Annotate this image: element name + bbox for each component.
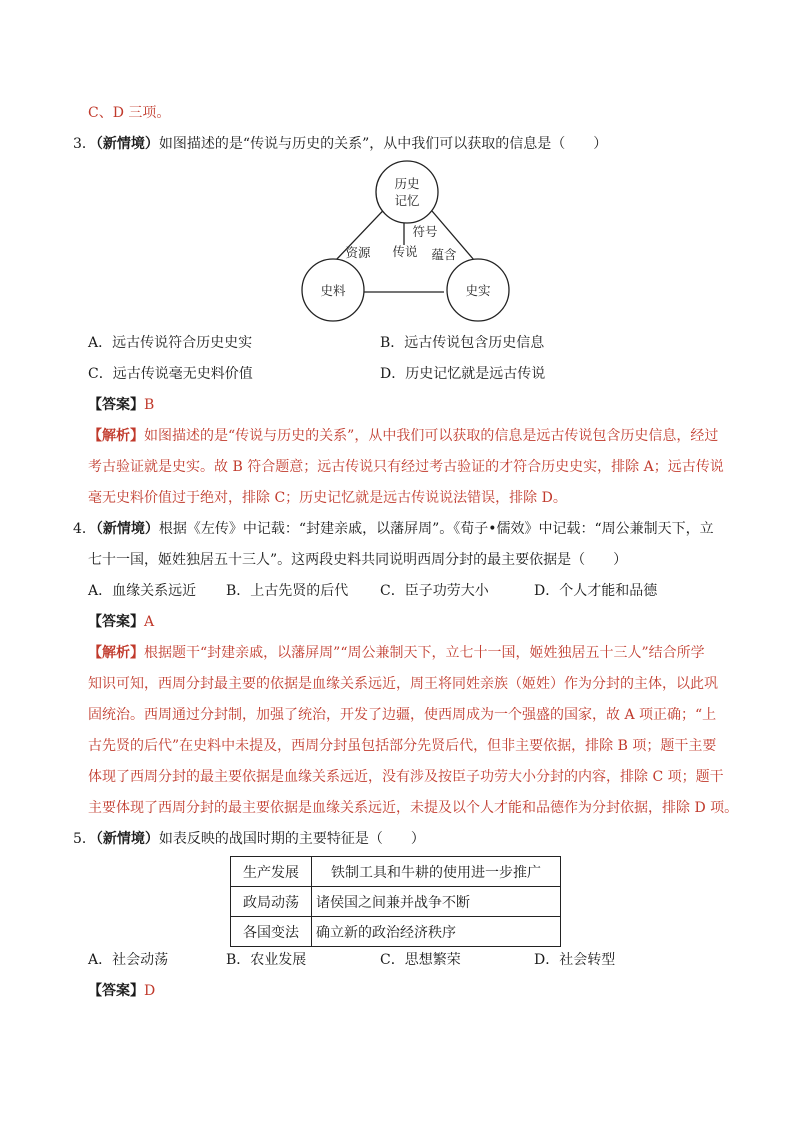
q4-analysis-line2: 知识可知，西周分封最主要的依据是血缘关系远近，周王将同姓亲族（姬姓）作为分封的主体，以此巩 (88, 676, 718, 692)
warring-states-table (230, 856, 561, 947)
table-cell: 诸侯国之间兼并战争不断 (312, 887, 561, 917)
question-4-stem-line1: 4．（新情境）根据《左传》中记载：“封建亲戚，以藩屏周”。《荀子•儒效》中记载：“周公兼制天下，立 (73, 521, 714, 537)
question-tag: （新情境） (95, 831, 159, 847)
q5-option-c: C．思想繁荣 (380, 952, 461, 968)
q3-option-a: A．远古传说符合历史史实 (88, 335, 253, 351)
center-label-legend: 传说 (392, 244, 418, 259)
label-contain: 蕴含 (431, 247, 457, 262)
q4-option-a: A．血缘关系远近 (88, 583, 197, 599)
q3-option-b: B．远古传说包含历史信息 (380, 335, 545, 351)
table-cell: 生产发展 (231, 857, 312, 887)
table-cell: 各国变法 (231, 917, 312, 947)
legend-history-diagram (298, 160, 516, 324)
q3-answer: 【答案】B (88, 397, 155, 413)
left-node-label: 史料 (320, 283, 346, 298)
q4-analysis-line1: 【解析】根据题干“封建亲戚，以藩屏周”“周公兼制天下，立七十一国，姬姓独居五十三人”结合所学 (88, 645, 705, 661)
top-node-line2: 记忆 (394, 193, 420, 208)
table-cell: 铁制工具和牛耕的使用进一步推广 (312, 857, 561, 887)
q5-answer: 【答案】D (88, 983, 156, 999)
right-node-label: 史实 (465, 283, 491, 298)
q5-option-a: A．社会动荡 (88, 952, 169, 968)
q3-analysis-line1: 【解析】如图描述的是“传说与历史的关系”，从中我们可以获取的信息是远古传说包含历史信息，经过 (88, 428, 719, 444)
label-resource: 资源 (345, 245, 371, 260)
q4-option-b: B．上古先贤的后代 (226, 583, 349, 599)
q5-option-b: B．农业发展 (226, 952, 307, 968)
table-row (231, 887, 561, 917)
node-historical-memory (376, 161, 438, 223)
table-row (231, 857, 561, 887)
question-tag: （新情境） (95, 136, 159, 152)
label-symbol: 符号 (412, 224, 438, 239)
q5-option-d: D．社会转型 (534, 952, 616, 968)
table-cell: 确立新的政治经济秩序 (312, 917, 561, 947)
question-3-stem: 3．（新情境）如图描述的是“传说与历史的关系”，从中我们可以获取的信息是（ ） (73, 136, 608, 152)
question-tag: （新情境） (95, 521, 159, 537)
question-4-stem-line2: 七十一国，姬姓独居五十三人”。这两段史料共同说明西周分封的最主要依据是（ ） (88, 552, 628, 568)
q3-analysis-line2: 考古验证就是史实。故 B 符合题意；远古传说只有经过考古验证的才符合历史史实，排除 A；远古传说 (88, 459, 724, 475)
q4-analysis-line5: 体现了西周分封的最主要依据是血缘关系远近，没有涉及按臣子功劳大小分封的内容，排除 C 项；题干 (88, 769, 724, 785)
q3-option-d: D．历史记忆就是远古传说 (380, 366, 546, 382)
top-node-line1: 历史 (394, 176, 420, 191)
continued-text: C、D 三项。 (88, 105, 171, 121)
q3-option-c: C．远古传说毫无史料价值 (88, 366, 253, 382)
q4-option-d: D．个人才能和品德 (534, 583, 658, 599)
question-5-stem: 5．（新情境）如表反映的战国时期的主要特征是（ ） (73, 831, 425, 847)
table-row (231, 917, 561, 947)
q4-analysis-line6: 主要体现了西周分封的最主要依据是血缘关系远近，未提及以个人才能和品德作为分封依据，排除 D 项。 (88, 800, 739, 816)
q3-analysis-line3: 毫无史料价值过于绝对，排除 C；历史记忆就是远古传说说法错误，排除 D。 (88, 490, 567, 506)
q4-analysis-line4: 古先贤的后代”在史料中未提及，西周分封虽包括部分先贤后代，但非主要依据，排除 B 项；题干主要 (88, 738, 717, 754)
q4-analysis-line3: 固统治。西周通过分封制，加强了统治，开发了边疆，使西周成为一个强盛的国家，故 A 项正确；“上 (88, 707, 717, 723)
q4-answer: 【答案】A (88, 614, 155, 630)
table-cell: 政局动荡 (231, 887, 312, 917)
q4-option-c: C．臣子功劳大小 (380, 583, 489, 599)
